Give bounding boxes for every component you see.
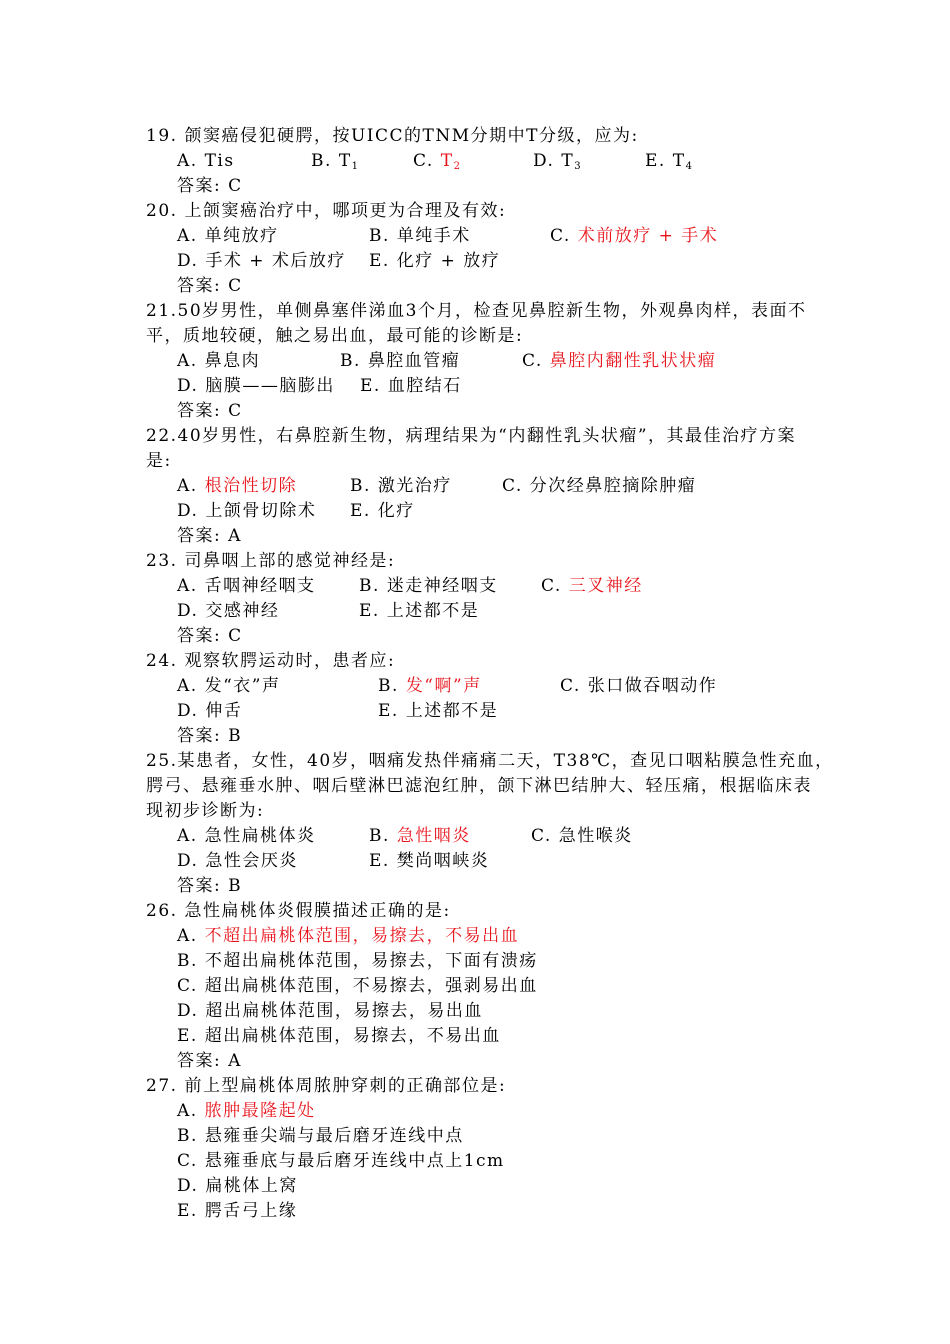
option-e: E. 超出扁桃体范围，易擦去，不易出血: [177, 1026, 501, 1046]
question-26-stem: 26. 急性扁桃体炎假膜描述正确的是:: [146, 901, 451, 921]
question-24-answer: 答案: B: [177, 726, 243, 746]
option-b: B. 发“啊”声: [378, 676, 482, 696]
option-a: A. 脓肿最隆起处: [177, 1101, 316, 1121]
option-e: E. 上述都不是: [378, 701, 499, 721]
option-a: A. 急性扁桃体炎: [177, 826, 316, 846]
option-a: A. 单纯放疗: [177, 226, 279, 246]
option-b: B. 急性咽炎: [369, 826, 471, 846]
correct-answer: 根治性切除: [204, 476, 298, 496]
question-19-options-row-1: [177, 149, 737, 174]
correct-answer: 鼻腔内翻性乳状状瘤: [549, 351, 717, 371]
option-a: A. 根治性切除: [177, 476, 298, 496]
question-25-options-row-2: [177, 849, 777, 874]
option-c: C. $T_2$: [413, 151, 460, 172]
option-b: B. 悬雍垂尖端与最后磨牙连线中点: [177, 1126, 464, 1146]
option-b: B. 鼻腔血管瘤: [340, 351, 461, 371]
option-a: A. 舌咽神经咽支: [177, 576, 316, 596]
question-20-options-row-2: [177, 249, 777, 274]
question-22-options-row-2: [177, 499, 777, 524]
question-25-stem-cont: 现初步诊断为:: [146, 801, 265, 821]
option-e: E. 樊尚咽峡炎: [369, 851, 490, 871]
question-22-answer: 答案: A: [177, 526, 242, 546]
option-c: C. 超出扁桃体范围，不易擦去，强剥易出血: [177, 976, 538, 996]
question-21-answer: 答案: C: [177, 401, 243, 421]
option-d: D. $T_3$: [533, 151, 581, 172]
option-d: D. 上颌骨切除术: [177, 501, 317, 521]
option-b: B. 单纯手术: [369, 226, 471, 246]
question-23-stem: 23. 司鼻咽上部的感觉神经是:: [146, 551, 396, 571]
question-20-stem: 20. 上颌窦癌治疗中，哪项更为合理及有效:: [146, 201, 507, 221]
option-c: C. 术前放疗 + 手术: [550, 226, 719, 246]
option-d: D. 交感神经: [177, 601, 280, 621]
option-e: E. 化疗 + 放疗: [369, 251, 501, 271]
option-c: C. 张口做吞咽动作: [560, 676, 718, 696]
option-b: B. $T_1$: [311, 151, 359, 172]
question-24-stem: 24. 观察软腭运动时，患者应:: [146, 651, 396, 671]
question-21-stem-cont: 平，质地较硬，触之易出血，最可能的诊断是:: [146, 326, 524, 346]
question-22-stem: 22.40岁男性，右鼻腔新生物，病理结果为“内翻性乳头状瘤”，其最佳治疗方案: [146, 426, 797, 446]
question-21-options-row-1: [177, 349, 777, 374]
option-d: D. 急性会厌炎: [177, 851, 298, 871]
question-25-answer: 答案: B: [177, 876, 243, 896]
option-c: C. 分次经鼻腔摘除肿瘤: [502, 476, 697, 496]
option-c: C. 急性喉炎: [531, 826, 633, 846]
option-c: C. 鼻腔内翻性乳状状瘤: [522, 351, 717, 371]
question-19-stem: [146, 124, 639, 149]
option-d: D. 脑膜——脑膨出: [177, 376, 335, 396]
question-20-answer: 答案: C: [177, 276, 243, 296]
question-21-stem: 21.50岁男性，单侧鼻塞伴涕血3个月，检查见鼻腔新生物，外观鼻肉样，表面不: [146, 301, 807, 321]
correct-answer: 急性咽炎: [396, 826, 471, 846]
correct-answer: 术前放疗 + 手术: [577, 226, 719, 246]
correct-answer: 发“啊”声: [405, 676, 482, 696]
option-a: A. 发“衣”声: [177, 676, 281, 696]
question-19-answer: 答案: C: [177, 176, 243, 196]
question-22-stem-cont: 是:: [146, 451, 172, 471]
correct-answer: 三叉神经: [568, 576, 643, 596]
question-27-stem: 27. 前上型扁桃体周脓肿穿刺的正确部位是:: [146, 1076, 507, 1096]
correct-answer: 脓肿最隆起处: [204, 1101, 316, 1121]
question-25-options-row-1: [177, 824, 777, 849]
option-e: E. 化疗: [350, 501, 415, 521]
option-c: C. 悬雍垂底与最后磨牙连线中点上1cm: [177, 1151, 505, 1171]
option-a: A. 鼻息肉: [177, 351, 261, 371]
option-d: D. 超出扁桃体范围，易擦去，易出血: [177, 1001, 483, 1021]
stem-line: 19. 颌窦癌侵犯硬腭，按UICC的TNM分期中T分级，应为:: [146, 126, 639, 146]
question-21-options-row-2: [177, 374, 777, 399]
question-23-options-row-2: [177, 599, 777, 624]
option-e: E. $T_4$: [645, 151, 692, 172]
option-d: D. 伸舌: [177, 701, 243, 721]
question-25-stem: 25.某患者，女性，40岁，咽痛发热伴痛痛二天，T38℃，查见口咽粘膜急性充血，: [146, 751, 834, 771]
option-e: E. 上述都不是: [359, 601, 480, 621]
option-b: B. 激光治疗: [350, 476, 452, 496]
correct-answer: 不超出扁桃体范围，易擦去，不易出血: [204, 926, 520, 946]
option-e: E. 腭舌弓上缘: [177, 1201, 298, 1221]
question-20-options-row-1: [177, 224, 777, 249]
question-23-answer: 答案: C: [177, 626, 243, 646]
option-b: B. 迷走神经咽支: [359, 576, 498, 596]
option-a: A. 不超出扁桃体范围，易擦去，不易出血: [177, 926, 520, 946]
question-23-options-row-1: [177, 574, 777, 599]
option-b: B. 不超出扁桃体范围，易擦去，下面有溃疡: [177, 951, 538, 971]
question-25-stem-cont: 腭弓、悬雍垂水肿、咽后壁淋巴滤泡红肿，颌下淋巴结肿大、轻压痛，根据临床表: [146, 776, 812, 796]
option-c: C. 三叉神经: [541, 576, 643, 596]
option-d: D. 手术 + 术后放疗: [177, 251, 346, 271]
question-24-options-row-1: [177, 674, 777, 699]
question-22-options-row-1: [177, 474, 777, 499]
option-a: A. Tis: [177, 151, 235, 171]
correct-answer: $T_2$: [440, 151, 460, 172]
option-e: E. 血腔结石: [360, 376, 462, 396]
question-24-options-row-2: [177, 699, 777, 724]
question-26-answer: 答案: A: [177, 1051, 242, 1071]
option-d: D. 扁桃体上窝: [177, 1176, 298, 1196]
